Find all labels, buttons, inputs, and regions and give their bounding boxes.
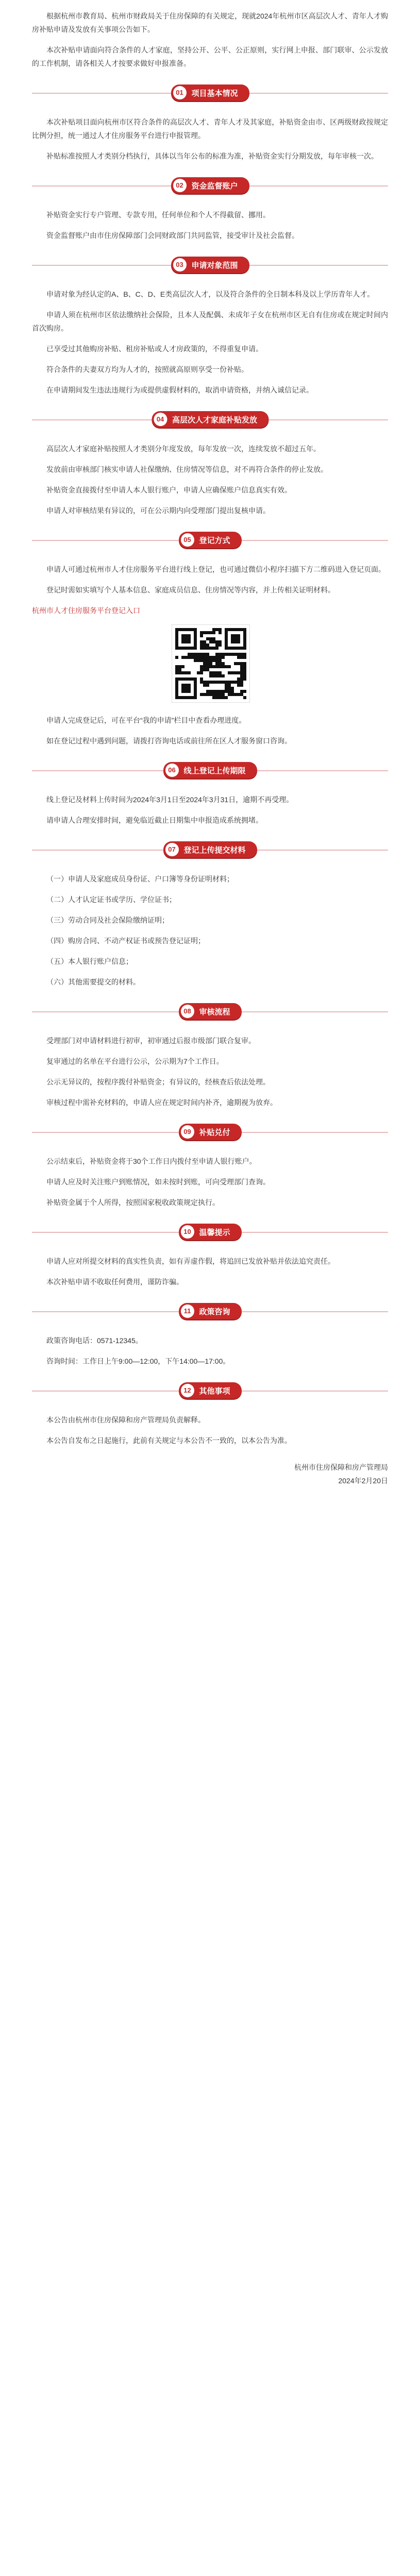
section-paragraph: 补贴资金直接拨付至申请人本人银行账户，申请人应确保账户信息真实有效。 — [46, 486, 292, 494]
section — [32, 759, 388, 827]
section — [32, 408, 388, 517]
section — [32, 529, 388, 748]
section-title: 温馨提示 — [199, 1228, 230, 1237]
section-paragraph: （二）人才认定证书或学历、学位证书； — [46, 895, 176, 904]
section-paragraph: 受理部门对申请材料进行初审，初审通过后报市级部门联合复审。 — [46, 1037, 256, 1045]
intro-paragraph: 根据杭州市教育局、杭州市财政局关于住房保障的有关规定，现就2024年杭州市区高层次人才、青年人才购房补贴申请及发放有关事项公告如下。 — [32, 12, 388, 33]
section-number-badge: 06 — [165, 764, 178, 777]
section-number-badge: 07 — [165, 843, 178, 856]
section — [32, 81, 388, 163]
section-header — [32, 1300, 388, 1324]
section-number-badge: 03 — [173, 258, 186, 272]
section — [32, 1000, 388, 1109]
section-paragraph: （四）购房合同、不动产权证书或预告登记证明； — [46, 937, 205, 945]
section-title: 审核流程 — [199, 1007, 230, 1016]
section-title: 登记上传提交材料 — [183, 845, 246, 855]
section-header — [32, 1121, 388, 1144]
section-title: 登记方式 — [199, 536, 230, 545]
section-paragraph: 补贴资金实行专户管理、专款专用，任何单位和个人不得截留、挪用。 — [46, 211, 270, 219]
section-paragraph: 线上登记及材料上传时间为2024年3月1日至2024年3月31日，逾期不再受理。 — [46, 795, 294, 804]
section-header — [32, 253, 388, 277]
section-title: 线上登记上传期限 — [183, 766, 246, 775]
section-paragraph: 申请人须在杭州市区依法缴纳社会保险，且本人及配偶、未成年子女在杭州市区无自有住房或在规定时间内首次购房。 — [32, 311, 388, 332]
section-title-pill — [163, 762, 257, 778]
section-header — [32, 1379, 388, 1403]
section-title-pill — [152, 411, 268, 428]
section-paragraph: 登记时需如实填写个人基本信息、家庭成员信息、住房情况等内容，并上传相关证明材料。 — [46, 586, 335, 594]
section-paragraph: 咨询时间：工作日上午9:00—12:00，下午14:00—17:00。 — [46, 1357, 230, 1365]
sections-container — [32, 81, 388, 1447]
section-number-badge: 02 — [173, 179, 186, 192]
section-paragraph: 申请人可通过杭州市人才住房服务平台进行线上登记，也可通过微信小程序扫描下方二维码进入登记页面。 — [46, 565, 385, 573]
section-paragraph: 高层次人才家庭补贴按照人才类别分年度发放，每年发放一次，连续发放不超过五年。 — [46, 445, 321, 453]
section-paragraph: 已享受过其他购房补贴、租房补贴或人才房政策的，不得重复申请。 — [46, 345, 263, 353]
section-header — [32, 174, 388, 198]
section-header — [32, 1000, 388, 1024]
section-paragraph: 补贴资金属于个人所得，按照国家税收政策规定执行。 — [46, 1198, 220, 1207]
section-title: 高层次人才家庭补贴发放 — [172, 415, 258, 425]
section-title-pill — [178, 1303, 241, 1319]
intro-paragraph: 本次补贴申请面向符合条件的人才家庭，坚持公开、公平、公正原则，实行网上申报、部门联审、公示发放的工作机制，请各相关人才按要求做好申报准备。 — [32, 46, 388, 67]
section-paragraph: 申请人完成登记后，可在平台“我的申请”栏目中查看办理进度。 — [46, 716, 246, 724]
section-paragraph: （三）劳动合同及社会保险缴纳证明； — [46, 916, 169, 924]
section-paragraph: 申请人对审核结果有异议的，可在公示期内向受理部门提出复核申请。 — [46, 506, 270, 515]
section-paragraph: 审核过程中需补充材料的，申请人应在规定时间内补齐，逾期视为放弃。 — [46, 1098, 277, 1107]
section — [32, 838, 388, 989]
section-title-pill — [178, 532, 241, 548]
section-title-pill — [171, 257, 249, 273]
section-title-pill — [178, 1124, 241, 1140]
section-header — [32, 408, 388, 432]
section-number-badge: 10 — [180, 1225, 194, 1239]
section-title: 项目基本情况 — [191, 89, 238, 98]
section-title: 其他事项 — [199, 1386, 230, 1396]
section-number-badge: 12 — [180, 1384, 194, 1397]
section — [32, 1221, 388, 1289]
sign-off-org: 杭州市住房保障和房产管理局 — [294, 1463, 388, 1471]
registration-link[interactable]: 杭州市人才住房服务平台登记入口 — [32, 606, 140, 615]
section-header — [32, 759, 388, 783]
section-paragraph: 资金监督账户由市住房保障部门会同财政部门共同监管，接受审计及社会监督。 — [46, 231, 299, 240]
sign-off-date: 2024年2月20日 — [338, 1477, 388, 1485]
qr-code-icon[interactable] — [172, 624, 250, 703]
section-number-badge: 04 — [154, 413, 167, 426]
section-title-pill — [178, 1224, 241, 1240]
section — [32, 1121, 388, 1209]
section-paragraph: 本公告自发布之日起施行，此前有关规定与本公告不一致的，以本公告为准。 — [46, 1436, 292, 1445]
section-title: 资金监督账户 — [191, 181, 238, 191]
section-header — [32, 838, 388, 862]
section-paragraph: 本公告由杭州市住房保障和房产管理局负责解释。 — [46, 1416, 205, 1424]
section-number-badge: 08 — [180, 1005, 194, 1018]
section-paragraph: 本次补贴申请不收取任何费用，谨防诈骗。 — [46, 1278, 183, 1286]
section-paragraph: 政策咨询电话：0571-12345。 — [46, 1336, 143, 1345]
section-title-pill — [171, 177, 249, 194]
section-paragraph: （六）其他需要提交的材料。 — [46, 978, 140, 986]
section-paragraph: 符合条件的夫妻双方均为人才的，按照就高原则享受一份补贴。 — [46, 365, 248, 374]
section-paragraph: 本次补贴项目面向杭州市区符合条件的高层次人才、青年人才及其家庭，补贴资金由市、区两级财政按规定比例分担，统一通过人才住房服务平台进行申报管理。 — [32, 118, 388, 140]
section-number-badge: 01 — [173, 86, 186, 99]
section-title: 补贴兑付 — [199, 1128, 230, 1137]
section-paragraph: 补贴标准按照人才类别分档执行，具体以当年公布的标准为准，补贴资金实行分期发放，每年审核一次。 — [46, 152, 378, 160]
section — [32, 1379, 388, 1447]
intro — [32, 9, 388, 70]
section-paragraph: 公示结束后，补贴资金将于30个工作日内拨付至申请人银行账户。 — [46, 1157, 257, 1165]
section-header — [32, 529, 388, 552]
section-title: 申请对象范围 — [191, 261, 238, 270]
section — [32, 1300, 388, 1368]
section-number-badge: 09 — [180, 1125, 194, 1139]
section-header — [32, 81, 388, 105]
section-paragraph: 在申请期间发生违法违规行为或提供虚假材料的，取消申请资格，并纳入诚信记录。 — [46, 386, 313, 394]
section-paragraph: 申请对象为经认定的A、B、C、D、E类高层次人才，以及符合条件的全日制本科及以上学历青年人才。 — [46, 290, 375, 298]
section-paragraph: 发放前由审核部门核实申请人社保缴纳、住房情况等信息，对不再符合条件的停止发放。 — [46, 465, 328, 473]
section-paragraph: 请申请人合理安排时间，避免临近截止日期集中申报造成系统拥堵。 — [46, 816, 263, 824]
section-title-pill — [178, 1003, 241, 1020]
section-title-pill — [163, 841, 257, 858]
section-paragraph: 公示无异议的，按程序拨付补贴资金；有异议的，经核查后依法处理。 — [46, 1078, 270, 1086]
section-paragraph: （五）本人银行账户信息； — [46, 957, 133, 965]
section — [32, 174, 388, 242]
section — [32, 253, 388, 397]
section-paragraph: 申请人应对所提交材料的真实性负责，如有弄虚作假，将追回已发放补贴并依法追究责任。 — [46, 1257, 335, 1265]
section-number-badge: 11 — [180, 1304, 194, 1318]
qr-code-block — [172, 624, 249, 705]
section-number-badge: 05 — [180, 533, 194, 547]
section-title-pill — [178, 1382, 241, 1399]
section-paragraph: 申请人应及时关注账户到账情况，如未按时到账，可向受理部门查询。 — [46, 1178, 270, 1186]
section-paragraph: 如在登记过程中遇到问题，请拨打咨询电话或前往所在区人才服务窗口咨询。 — [46, 737, 292, 745]
section-paragraph: （一）申请人及家庭成员身份证、户口簿等身份证明材料； — [46, 875, 234, 883]
section-title: 政策咨询 — [199, 1307, 230, 1316]
section-header — [32, 1221, 388, 1244]
sign-off — [32, 1461, 388, 1487]
section-paragraph: 复审通过的名单在平台进行公示，公示期为7个工作日。 — [46, 1057, 224, 1065]
section-title-pill — [171, 84, 249, 101]
